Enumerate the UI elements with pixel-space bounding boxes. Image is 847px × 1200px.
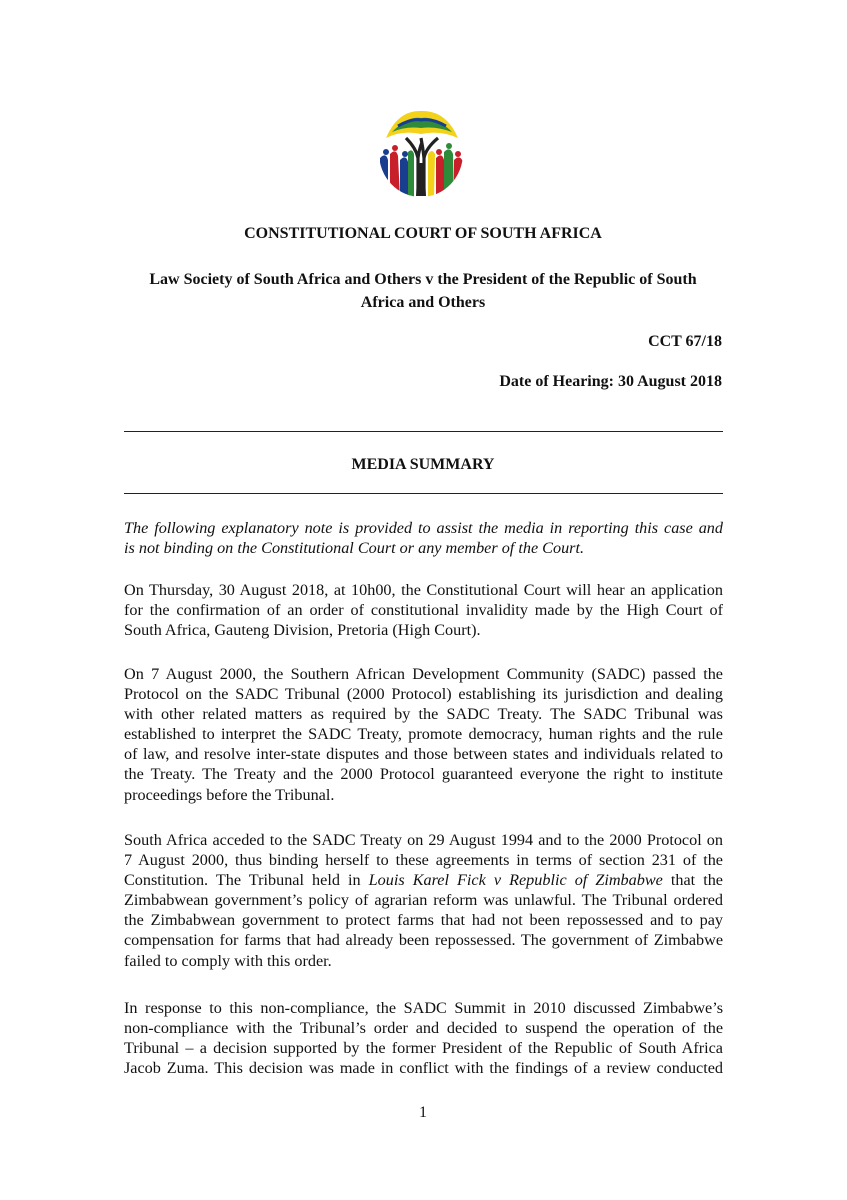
page-number: 1 xyxy=(419,1104,427,1121)
top-divider xyxy=(124,431,723,432)
paragraph-line: of law, and resolve inter-state disputes and those between states and individuals related to xyxy=(124,745,723,764)
section-title: MEDIA SUMMARY xyxy=(351,456,495,473)
case-title xyxy=(124,268,722,314)
paragraph-line: non-compliance with the Tribunal’s order and decided to suspend the operation of the xyxy=(124,1019,723,1038)
paragraph-1 xyxy=(124,580,723,640)
paragraph-line: Jacob Zuma. This decision was made in conflict with the findings of a review conducted xyxy=(124,1059,723,1078)
paragraph-line: South Africa, Gauteng Division, Pretoria (High Court). xyxy=(124,621,481,640)
paragraph-line: compensation for farms that had already been repossessed. The government of Zimbabwe xyxy=(124,931,723,950)
paragraph-line: the Zimbabwean government to protect farms that had not been repossessed and to pay xyxy=(124,911,723,930)
paragraph-3 xyxy=(124,830,723,971)
paragraph-line: Protocol on the SADC Tribunal (2000 Protocol) establishing its jurisdiction and dealing xyxy=(124,685,723,704)
paragraph-4 xyxy=(124,998,723,1078)
text-segment: that the xyxy=(662,871,723,890)
court-logo xyxy=(378,108,464,198)
paragraph-line: South Africa acceded to the SADC Treaty on 29 August 1994 and to the 2000 Protocol on xyxy=(124,831,723,849)
hearing-date: Date of Hearing: 30 August 2018 xyxy=(499,373,722,390)
paragraph-line: established to interpret the SADC Treaty, promote democracy, human rights and the rule xyxy=(124,725,723,744)
case-citation: Louis Karel Fick v Republic of Zimbabwe xyxy=(368,871,663,890)
court-name: CONSTITUTIONAL COURT OF SOUTH AFRICA xyxy=(244,225,602,242)
note-line: is not binding on the Constitutional Court or any member of the Court. xyxy=(124,539,585,558)
paragraph-2 xyxy=(124,664,723,805)
text-segment: Constitution. The Tribunal held in xyxy=(124,871,369,890)
bottom-divider xyxy=(124,493,723,494)
paragraph-line: Tribunal – a decision supported by the former President of the Republic of South Africa xyxy=(124,1039,723,1058)
paragraph-line: the Treaty. The Treaty and the 2000 Protocol guaranteed everyone the right to institute xyxy=(124,765,723,784)
paragraph-line: 7 August 2000, thus binding herself to these agreements in terms of section 231 of the xyxy=(124,851,723,870)
paragraph-line: proceedings before the Tribunal. xyxy=(124,785,335,804)
paragraph-line: On Thursday, 30 August 2018, at 10h00, the Constitutional Court will hear an application xyxy=(124,581,723,599)
paragraph-line: In response to this non-compliance, the SADC Summit in 2010 discussed Zimbabwe’s xyxy=(124,999,723,1017)
paragraph-line xyxy=(124,870,723,890)
paragraph-line: Zimbabwean government’s policy of agrarian reform was unlawful. The Tribunal ordered xyxy=(124,891,723,910)
note-line: The following explanatory note is provided to assist the media in reporting this case and xyxy=(124,519,723,537)
case-title-line-2: Africa and Others xyxy=(360,294,486,311)
paragraph-line: for the confirmation of an order of constitutional invalidity made by the High Court of xyxy=(124,601,723,620)
case-title-line-1: Law Society of South Africa and Others v the President of the Republic of South xyxy=(149,271,697,288)
case-number: CCT 67/18 xyxy=(648,333,722,350)
explanatory-note xyxy=(124,518,723,558)
paragraph-line: with other related matters as required by the SADC Treaty. The SADC Tribunal was xyxy=(124,705,723,724)
paragraph-line: failed to comply with this order. xyxy=(124,951,332,970)
paragraph-line: On 7 August 2000, the Southern African Development Community (SADC) passed the xyxy=(124,665,723,683)
